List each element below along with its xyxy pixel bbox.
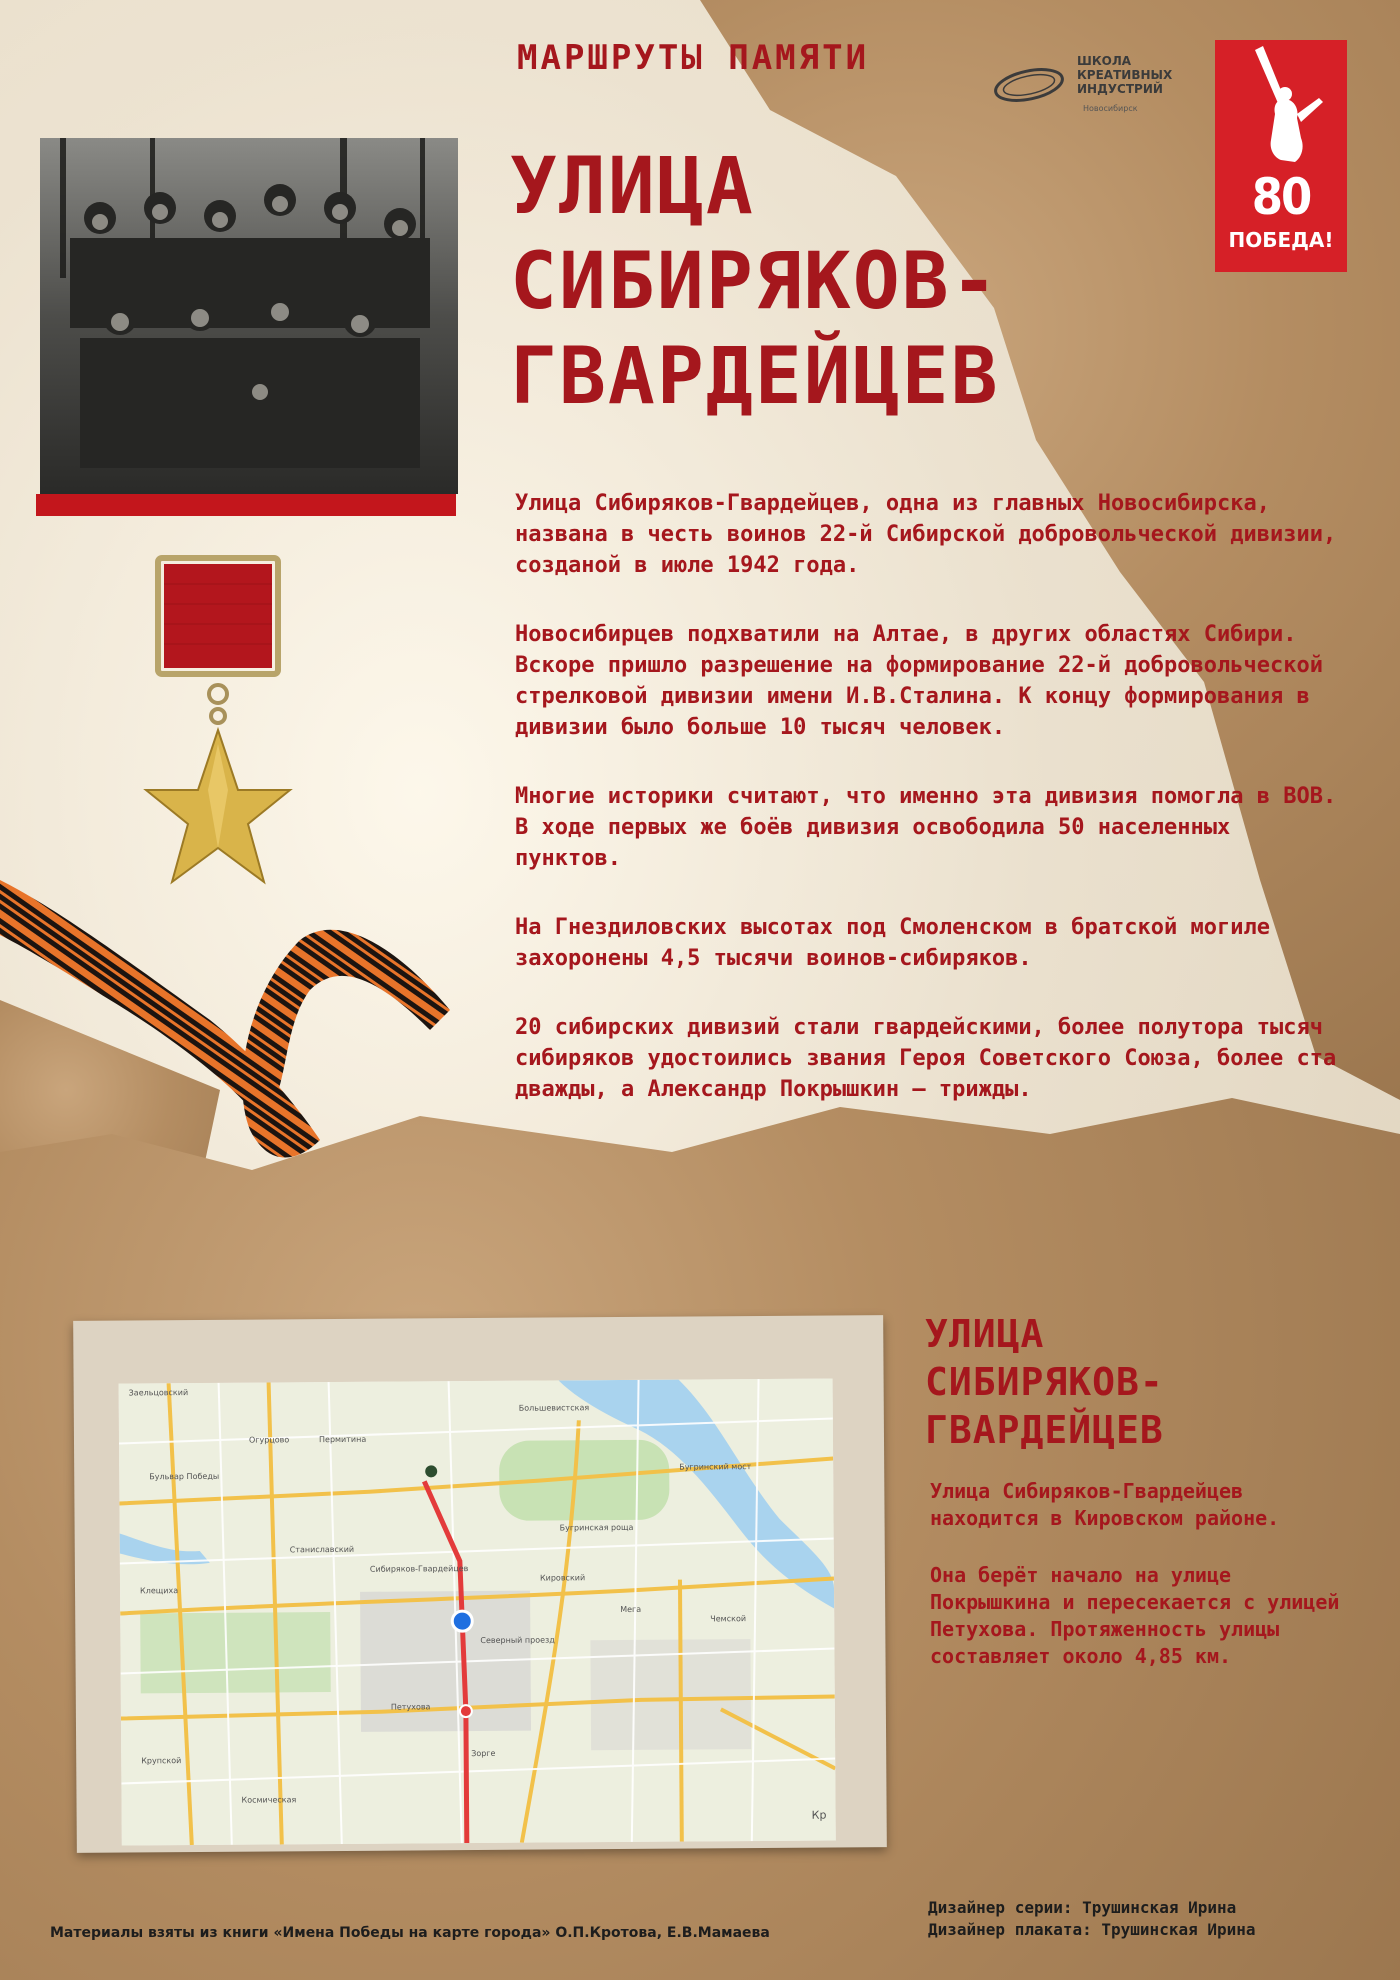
photo-red-bar xyxy=(36,494,456,516)
map-card xyxy=(73,1315,887,1853)
title-line-1: УЛИЦА xyxy=(510,142,755,232)
side-title-line-2: СИБИРЯКОВ- xyxy=(925,1360,1164,1404)
poster-designer: Дизайнер плаката: Трушинская Ирина xyxy=(928,1920,1256,1939)
badge-number: 80 xyxy=(1251,168,1311,226)
school-name xyxy=(1077,54,1172,96)
map-label-18: Кр xyxy=(811,1808,827,1822)
badge-word: ПОБЕДА! xyxy=(1228,228,1334,252)
side-paragraph-1: Улица Сибиряков-Гвардейцев находится в Кировском районе. xyxy=(930,1479,1280,1530)
map-label-7: Чемской xyxy=(710,1614,747,1624)
map-label-2: Бугринская роща xyxy=(559,1522,634,1533)
historical-soldiers-photo xyxy=(40,138,458,494)
map-label-6: Мега xyxy=(620,1604,642,1615)
title-line-3: ГВАРДЕЙЦЕВ xyxy=(510,332,1000,422)
school-emblem-icon xyxy=(993,62,1065,108)
side-title-line-3: ГВАРДЕЙЦЕВ xyxy=(925,1408,1164,1452)
map-label-3: Северный проезд xyxy=(480,1635,555,1645)
school-name-line1: ШКОЛА xyxy=(1077,54,1132,68)
series-title: МАРШРУТЫ ПАМЯТИ xyxy=(517,38,870,78)
map-label-12: Бульвар Победы xyxy=(149,1471,220,1482)
body-paragraph-5: 20 сибирских дивизий стали гвардейскими, более полутора тысяч сибиряков удостоились звания Героя Советского Союза, более ста дважды, а Александр Покрышкин — трижды. xyxy=(515,1015,1337,1102)
st-george-ribbon-icon xyxy=(0,880,460,1180)
side-text xyxy=(930,1478,1350,1700)
motherland-statue-icon xyxy=(1215,40,1347,172)
victory-80-badge xyxy=(1215,40,1347,272)
credit-source: Материалы взяты из книги «Имена Победы на карте города» О.П.Кротова, Е.В.Мамаева xyxy=(50,1925,770,1941)
school-name-line2: КРЕАТИВНЫХ xyxy=(1077,68,1173,82)
side-paragraph-2: Она берёт начало на улице Покрышкина и пересекается с улицей Петухова. Протяженность улицы составляет около 4,85 км. xyxy=(930,1563,1340,1668)
body-text xyxy=(515,488,1345,1143)
body-paragraph-2: Новосибирцев подхватили на Алтае, в других областях Сибири. Вскоре пришло разрешение на формирование 22-й добровольческой стрелковой дивизии имени И.В.Сталина. К концу формирования в дивизии было больше 10 тысяч человек. xyxy=(515,622,1323,740)
map-label-4: Петухова xyxy=(390,1702,431,1712)
map-label-15: Космическая xyxy=(241,1795,297,1805)
map-label-8: Станиславский xyxy=(289,1544,355,1555)
map-label-5: Зорге xyxy=(471,1748,496,1759)
map-label-13: Бугринский мост xyxy=(679,1462,752,1472)
body-paragraph-1: Улица Сибиряков-Гвардейцев, одна из главных Новосибирска, названа в честь воинов 22-й Сибирской добровольческой дивизии, созданой в июле 1942 года. xyxy=(515,491,1337,578)
map-label-17: Большевистская xyxy=(518,1403,590,1413)
school-name-line3: ИНДУСТРИЙ xyxy=(1077,82,1163,96)
map-label-14: Крупской xyxy=(141,1756,182,1766)
map-label-1: Кировский xyxy=(539,1573,586,1583)
side-title xyxy=(925,1310,1164,1454)
body-paragraph-3: Многие историки считают, что именно эта дивизия помогла в ВОВ. В ходе первых же боёв дивизия освободила 50 населенных пунктов. xyxy=(515,784,1337,871)
school-logo xyxy=(993,54,1193,124)
title-line-2: СИБИРЯКОВ- xyxy=(510,237,1000,327)
map-label-16: Пермитина xyxy=(318,1434,367,1445)
side-title-line-1: УЛИЦА xyxy=(925,1312,1045,1356)
street-map[interactable] xyxy=(119,1379,836,1846)
main-title xyxy=(510,140,1000,425)
credit-designers xyxy=(928,1897,1256,1941)
school-city: Новосибирск xyxy=(1083,104,1138,113)
body-paragraph-4: На Гнездиловских высотах под Смоленском в братской могиле захоронены 4,5 тысячи воинов-сибиряков. xyxy=(515,915,1270,971)
map-label-11: Сибиряков-Гвардейцев xyxy=(369,1564,469,1574)
map-label-0: Заельцовский xyxy=(128,1388,189,1398)
map-label-10: Огурцово xyxy=(248,1435,290,1445)
map-label-9: Клещиха xyxy=(140,1586,179,1596)
gold-star-medal-icon xyxy=(138,554,298,914)
series-designer: Дизайнер серии: Трушинская Ирина xyxy=(928,1898,1237,1917)
